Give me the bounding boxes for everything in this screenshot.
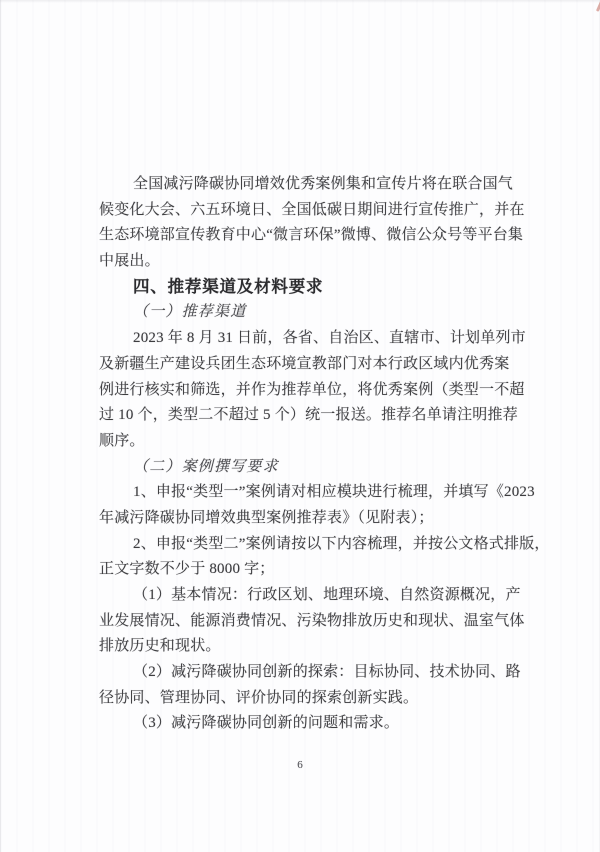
doc-line: 1、申报“类型一”案例请对相应模块进行梳理，并填写《2023 [133, 484, 535, 501]
doc-line: 例进行核实和筛选，并作为推荐单位，将优秀案例（类型一不超 [99, 381, 525, 398]
page-number: 6 [297, 759, 303, 771]
doc-line: 顺序。 [99, 432, 145, 449]
doc-line: 径协同、管理协同、评价协同的探索创新实践。 [99, 689, 419, 706]
doc-line: （1）基本情况：行政区划、地理环境、自然资源概况，产 [133, 587, 521, 603]
subsection-heading: （二）案例撰写要求 [133, 458, 279, 475]
doc-line: 2023 年 8 月 31 日前，各省、自治区、直辖市、计划单列市 [133, 330, 526, 347]
subsection-heading: （一）推荐渠道 [133, 304, 247, 321]
doc-line: （3）减污降碳协同创新的问题和需求。 [133, 715, 400, 732]
doc-line: （2）减污降碳协同创新的探索：目标协同、技术协同、路 [133, 664, 521, 681]
doc-line: 业发展情况、能源消费情况、污染物排放历史和现状、温室气体 [99, 612, 525, 629]
doc-line: 及新疆生产建设兵团生态环境宣教部门对本行政区域内优秀案 [99, 355, 510, 372]
section-heading: 四、推荐渠道及材料要求 [133, 277, 324, 296]
doc-line: 生态环境部宣传教育中心“微言环保”微博、微信公众号等平台集 [99, 227, 524, 244]
doc-line: 排放历史和现状。 [99, 638, 221, 655]
doc-line: 过 10 个，类型二不超过 5 个）统一报送。推荐名单请注明推荐 [99, 407, 518, 424]
doc-line: 正文字数不少于 8000 字； [99, 561, 275, 578]
doc-line: 2、申报“类型二”案例请按以下内容梳理，并按公文格式排版， [133, 535, 550, 552]
doc-line: 候变化大会、六五环境日、全国低碳日期间进行宣传推广，并在 [99, 201, 525, 218]
scan-artifact-mark [596, 0, 600, 12]
doc-line: 全国减污降碳协同增效优秀案例集和宣传片将在联合国气 [133, 176, 514, 192]
doc-line: 年减污降碳协同增效典型案例推荐表》（见附表）； [99, 509, 434, 526]
document-body [99, 172, 550, 737]
doc-line: 中展出。 [99, 253, 160, 270]
